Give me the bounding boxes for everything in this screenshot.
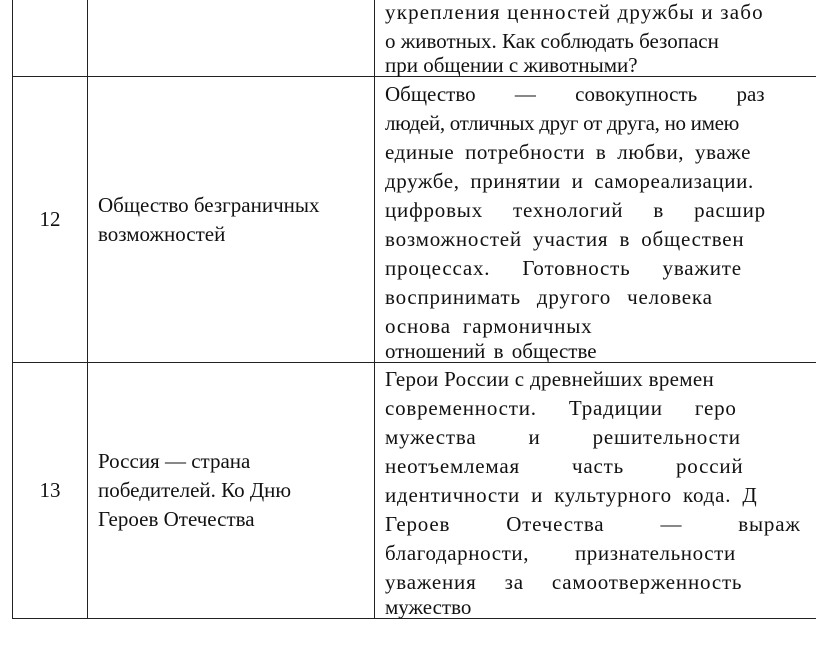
table-row <box>13 77 816 363</box>
description-line: при общении с животными? <box>385 53 638 77</box>
topic-cell <box>88 363 375 618</box>
description-line: дружбе, принятии и самореализации. <box>385 169 754 193</box>
table-row <box>13 0 816 77</box>
table-row <box>13 363 816 619</box>
description-line: идентичности и культурного кода. Д <box>385 483 758 507</box>
topic-text: Общество безграничных возможностей <box>98 192 320 246</box>
description-line: Героев Отечества — выраж <box>385 512 801 536</box>
description-line: мужество <box>385 595 472 619</box>
topic-cell <box>88 77 375 362</box>
description-line: людей, отличных друг от друга, но имею <box>385 111 739 135</box>
description-line: цифровых технологий в расшир <box>385 198 766 222</box>
description-line: отношений в обществе <box>385 339 597 363</box>
curriculum-table <box>12 0 816 619</box>
description-line: возможностей участия в обществен <box>385 227 745 251</box>
description-line: Герои России с древнейших времен <box>385 367 715 391</box>
description-line: о животных. Как соблюдать безопасн <box>385 29 719 53</box>
description-line: неотъемлемая часть россий <box>385 454 744 478</box>
row-number-cell: 13 <box>13 363 88 618</box>
description-line: процессах. Готовность уважите <box>385 256 742 280</box>
description-cell <box>375 0 816 76</box>
description-line: уважения за самоотверженность <box>385 570 743 594</box>
description-cell <box>375 363 816 618</box>
row-number-cell <box>13 0 88 76</box>
description-line: благодарности, признательности <box>385 541 736 565</box>
topic-cell <box>88 0 375 76</box>
description-line: основа гармоничных <box>385 314 593 338</box>
description-line: воспринимать другого человека <box>385 285 713 309</box>
description-line: укрепления ценностей дружбы и забо <box>385 0 764 24</box>
description-line: единые потребности в любви, уваже <box>385 140 752 164</box>
description-cell <box>375 77 816 362</box>
topic-text: Россия — страна победителей. Ко Дню Героев Отечества <box>98 449 292 531</box>
description-line: Общество — совокупность раз <box>385 82 765 106</box>
description-line: мужества и решительности <box>385 425 741 449</box>
description-line: современности. Традиции геро <box>385 396 737 420</box>
row-number-cell: 12 <box>13 77 88 362</box>
